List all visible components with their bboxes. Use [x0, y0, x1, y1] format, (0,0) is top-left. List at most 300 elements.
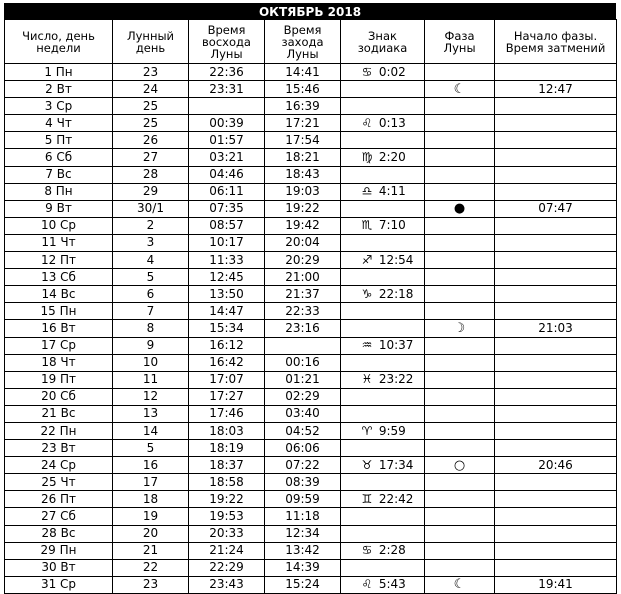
- moonset-cell: 14:39: [265, 559, 341, 576]
- header-line: Луны: [286, 46, 319, 61]
- zodiac-time: 2:28: [378, 543, 406, 558]
- date-cell: 19 Пт: [5, 371, 113, 388]
- moon-phase-icon: [425, 371, 495, 388]
- header-line: недели: [36, 40, 81, 55]
- header-moonset: [265, 20, 341, 64]
- phase-time-cell: [495, 388, 617, 405]
- zodiac-time: 22:18: [378, 286, 414, 301]
- moon-phase-icon: [425, 405, 495, 422]
- phase-time-cell: [495, 491, 617, 508]
- moon-phase-icon: [425, 542, 495, 559]
- phase-time-cell: [495, 132, 617, 149]
- moonset-cell: 12:34: [265, 525, 341, 542]
- moon-phase-icon: [425, 183, 495, 200]
- moonrise-cell: 22:29: [189, 559, 265, 576]
- moonrise-cell: 04:46: [189, 166, 265, 183]
- date-cell: 5 Пт: [5, 132, 113, 149]
- phase-time-cell: [495, 149, 617, 166]
- zodiac-cell: [341, 200, 425, 217]
- moon-phase-icon: ●: [425, 200, 495, 217]
- lunar-day-cell: 30/1: [113, 200, 189, 217]
- header-lunar-day: [113, 20, 189, 64]
- zodiac-cell: [341, 542, 425, 559]
- table-row: [5, 405, 617, 422]
- moon-phase-icon: [425, 132, 495, 149]
- table-row: [5, 559, 617, 576]
- moon-phase-icon: [425, 337, 495, 354]
- date-cell: 17 Ср: [5, 337, 113, 354]
- moonrise-cell: 17:46: [189, 405, 265, 422]
- moonrise-cell: 17:07: [189, 371, 265, 388]
- moon-phase-icon: [425, 422, 495, 439]
- moonset-cell: 13:42: [265, 542, 341, 559]
- zodiac-cell: [341, 303, 425, 320]
- moonset-cell: 11:18: [265, 508, 341, 525]
- header-row: [5, 20, 617, 64]
- table-row: [5, 474, 617, 491]
- moonrise-cell: 14:47: [189, 303, 265, 320]
- moonset-cell: 21:37: [265, 286, 341, 303]
- date-cell: 13 Сб: [5, 269, 113, 286]
- date-cell: 7 Вс: [5, 166, 113, 183]
- moon-phase-icon: [425, 474, 495, 491]
- date-cell: 24 Ср: [5, 457, 113, 474]
- phase-time-cell: [495, 508, 617, 525]
- phase-time-cell: [495, 64, 617, 81]
- table-row: [5, 149, 617, 166]
- table-row: [5, 337, 617, 354]
- phase-time-cell: [495, 337, 617, 354]
- moon-phase-icon: [425, 388, 495, 405]
- header-line: захода: [281, 34, 324, 49]
- zodiac-time: 0:02: [378, 64, 406, 79]
- phase-time-cell: [495, 405, 617, 422]
- lunar-day-cell: 12: [113, 388, 189, 405]
- moon-phase-icon: [425, 234, 495, 251]
- moon-phase-icon: [425, 491, 495, 508]
- table-row: [5, 217, 617, 234]
- zodiac-cell: [341, 474, 425, 491]
- header-zodiac: [341, 20, 425, 64]
- moon-phase-icon: [425, 354, 495, 371]
- zodiac-sign-icon: ♐: [361, 252, 373, 267]
- date-cell: 6 Сб: [5, 149, 113, 166]
- moonrise-cell: 18:37: [189, 457, 265, 474]
- zodiac-time: 23:22: [378, 372, 414, 387]
- table-row: [5, 576, 617, 593]
- moon-phase-icon: ☾: [425, 81, 495, 98]
- zodiac-cell: [341, 286, 425, 303]
- moon-phase-icon: [425, 149, 495, 166]
- table-row: [5, 286, 617, 303]
- moon-phase-icon: [425, 286, 495, 303]
- zodiac-cell: [341, 98, 425, 115]
- phase-time-cell: 20:46: [495, 457, 617, 474]
- moonrise-cell: 18:03: [189, 422, 265, 439]
- zodiac-cell: [341, 525, 425, 542]
- lunar-day-cell: 4: [113, 252, 189, 269]
- date-cell: 18 Чт: [5, 354, 113, 371]
- header-phase-start: [495, 20, 617, 64]
- phase-time-cell: [495, 234, 617, 251]
- moon-phase-icon: [425, 303, 495, 320]
- zodiac-sign-icon: ♌: [361, 115, 373, 130]
- phase-time-cell: [495, 474, 617, 491]
- moonset-cell: 00:16: [265, 354, 341, 371]
- moonset-cell: 03:40: [265, 405, 341, 422]
- phase-time-cell: 07:47: [495, 200, 617, 217]
- moon-phase-icon: [425, 64, 495, 81]
- moonset-cell: 01:21: [265, 371, 341, 388]
- header-line: Число, день: [22, 28, 95, 43]
- moonrise-cell: 19:22: [189, 491, 265, 508]
- moonrise-cell: 06:11: [189, 183, 265, 200]
- lunar-day-cell: 11: [113, 371, 189, 388]
- date-cell: 25 Чт: [5, 474, 113, 491]
- table-row: [5, 269, 617, 286]
- header-line: Луны: [443, 40, 476, 55]
- moonrise-cell: 03:21: [189, 149, 265, 166]
- phase-time-cell: [495, 286, 617, 303]
- moonrise-cell: 17:27: [189, 388, 265, 405]
- lunar-day-cell: 18: [113, 491, 189, 508]
- date-cell: 31 Ср: [5, 576, 113, 593]
- phase-time-cell: [495, 183, 617, 200]
- date-cell: 16 Вт: [5, 320, 113, 337]
- zodiac-sign-icon: ♋: [361, 64, 373, 79]
- lunar-day-cell: 3: [113, 234, 189, 251]
- table-row: [5, 354, 617, 371]
- moonrise-cell: 13:50: [189, 286, 265, 303]
- date-cell: 9 Вт: [5, 200, 113, 217]
- lunar-day-cell: 10: [113, 354, 189, 371]
- zodiac-time: 0:13: [378, 115, 406, 130]
- zodiac-cell: [341, 269, 425, 286]
- zodiac-sign-icon: ♋: [361, 543, 373, 558]
- moonset-cell: 15:24: [265, 576, 341, 593]
- header-line: Начало фазы.: [513, 28, 598, 43]
- date-cell: 28 Вс: [5, 525, 113, 542]
- moonset-cell: 19:03: [265, 183, 341, 200]
- zodiac-cell: [341, 491, 425, 508]
- date-cell: 29 Пн: [5, 542, 113, 559]
- moonrise-cell: 21:24: [189, 542, 265, 559]
- moonrise-cell: 19:53: [189, 508, 265, 525]
- date-cell: 20 Сб: [5, 388, 113, 405]
- header-line: Луны: [210, 46, 243, 61]
- zodiac-cell: [341, 81, 425, 98]
- zodiac-sign-icon: ♒: [361, 338, 373, 353]
- phase-time-cell: [495, 252, 617, 269]
- zodiac-cell: [341, 559, 425, 576]
- date-cell: 21 Вс: [5, 405, 113, 422]
- table-row: [5, 525, 617, 542]
- date-cell: 12 Пт: [5, 252, 113, 269]
- moon-phase-icon: ☾: [425, 576, 495, 593]
- date-cell: 22 Пн: [5, 422, 113, 439]
- moon-calendar: [4, 3, 616, 594]
- date-cell: 30 Вт: [5, 559, 113, 576]
- lunar-day-cell: 27: [113, 149, 189, 166]
- date-cell: 26 Пт: [5, 491, 113, 508]
- zodiac-cell: [341, 457, 425, 474]
- zodiac-cell: [341, 371, 425, 388]
- lunar-day-cell: 22: [113, 559, 189, 576]
- table-row: [5, 303, 617, 320]
- lunar-day-cell: 23: [113, 576, 189, 593]
- zodiac-sign-icon: ♈: [361, 423, 373, 438]
- lunar-day-cell: 21: [113, 542, 189, 559]
- moonrise-cell: 12:45: [189, 269, 265, 286]
- date-cell: 23 Вт: [5, 440, 113, 457]
- lunar-day-cell: 5: [113, 440, 189, 457]
- moon-phase-icon: [425, 508, 495, 525]
- header-line: восхода: [202, 34, 251, 49]
- header-line: зодиака: [357, 40, 408, 55]
- phase-time-cell: [495, 440, 617, 457]
- date-cell: 1 Пн: [5, 64, 113, 81]
- table-row: [5, 388, 617, 405]
- phase-time-cell: 19:41: [495, 576, 617, 593]
- moonset-cell: 17:21: [265, 115, 341, 132]
- zodiac-sign-icon: ♍: [361, 150, 373, 165]
- moonrise-cell: 01:57: [189, 132, 265, 149]
- table-row: [5, 252, 617, 269]
- lunar-day-cell: 2: [113, 217, 189, 234]
- moon-phase-icon: [425, 252, 495, 269]
- moonrise-cell: 20:33: [189, 525, 265, 542]
- phase-time-cell: [495, 371, 617, 388]
- zodiac-time: 17:34: [378, 457, 414, 472]
- zodiac-time: 5:43: [378, 577, 406, 592]
- moonset-cell: 16:39: [265, 98, 341, 115]
- moonrise-cell: 16:42: [189, 354, 265, 371]
- moon-phase-icon: [425, 269, 495, 286]
- moonset-cell: 02:29: [265, 388, 341, 405]
- header-line: Знак: [368, 28, 397, 43]
- date-cell: 15 Пн: [5, 303, 113, 320]
- zodiac-cell: [341, 422, 425, 439]
- moonset-cell: 15:46: [265, 81, 341, 98]
- lunar-day-cell: 24: [113, 81, 189, 98]
- zodiac-cell: [341, 115, 425, 132]
- moonrise-cell: [189, 98, 265, 115]
- phase-time-cell: [495, 166, 617, 183]
- lunar-day-cell: 23: [113, 64, 189, 81]
- moonrise-cell: 23:31: [189, 81, 265, 98]
- phase-time-cell: [495, 525, 617, 542]
- lunar-day-cell: 5: [113, 269, 189, 286]
- phase-time-cell: [495, 303, 617, 320]
- moonset-cell: 08:39: [265, 474, 341, 491]
- moonset-cell: 09:59: [265, 491, 341, 508]
- header-line: Время: [207, 22, 246, 37]
- moonrise-cell: 23:43: [189, 576, 265, 593]
- lunar-day-cell: 13: [113, 405, 189, 422]
- lunar-day-cell: 19: [113, 508, 189, 525]
- lunar-day-cell: 9: [113, 337, 189, 354]
- table-row: [5, 64, 617, 81]
- moon-phase-icon: [425, 115, 495, 132]
- lunar-day-cell: 28: [113, 166, 189, 183]
- phase-time-cell: [495, 422, 617, 439]
- moonrise-cell: 11:33: [189, 252, 265, 269]
- moonset-cell: 23:16: [265, 320, 341, 337]
- moonrise-cell: 00:39: [189, 115, 265, 132]
- date-cell: 27 Сб: [5, 508, 113, 525]
- phase-time-cell: [495, 559, 617, 576]
- table-row: [5, 422, 617, 439]
- date-cell: 4 Чт: [5, 115, 113, 132]
- moonset-cell: 17:54: [265, 132, 341, 149]
- lunar-day-cell: 25: [113, 115, 189, 132]
- moon-table: [4, 19, 617, 594]
- header-line: Время: [283, 22, 322, 37]
- lunar-day-cell: 7: [113, 303, 189, 320]
- table-row: [5, 371, 617, 388]
- zodiac-time: 4:11: [378, 184, 406, 199]
- phase-time-cell: 21:03: [495, 320, 617, 337]
- table-row: [5, 132, 617, 149]
- zodiac-cell: [341, 149, 425, 166]
- moonrise-cell: 18:19: [189, 440, 265, 457]
- moonset-cell: 04:52: [265, 422, 341, 439]
- header-line: Время затмений: [505, 40, 606, 55]
- zodiac-cell: [341, 405, 425, 422]
- date-cell: 11 Чт: [5, 234, 113, 251]
- lunar-day-cell: 8: [113, 320, 189, 337]
- phase-time-cell: [495, 115, 617, 132]
- lunar-day-cell: 17: [113, 474, 189, 491]
- moonset-cell: 22:33: [265, 303, 341, 320]
- zodiac-time: 2:20: [378, 150, 406, 165]
- moonrise-cell: 16:12: [189, 337, 265, 354]
- moon-phase-icon: [425, 559, 495, 576]
- zodiac-cell: [341, 337, 425, 354]
- zodiac-cell: [341, 576, 425, 593]
- moon-phase-icon: [425, 166, 495, 183]
- header-moonrise: [189, 20, 265, 64]
- header-phase: [425, 20, 495, 64]
- zodiac-sign-icon: ♊: [361, 491, 373, 506]
- zodiac-cell: [341, 320, 425, 337]
- zodiac-cell: [341, 508, 425, 525]
- table-body: [5, 64, 617, 594]
- moonset-cell: 18:43: [265, 166, 341, 183]
- moonset-cell: 21:00: [265, 269, 341, 286]
- zodiac-sign-icon: ♉: [361, 457, 373, 472]
- zodiac-sign-icon: ♎: [361, 184, 373, 199]
- zodiac-cell: [341, 252, 425, 269]
- date-cell: 14 Вс: [5, 286, 113, 303]
- header-date: [5, 20, 113, 64]
- zodiac-cell: [341, 64, 425, 81]
- zodiac-cell: [341, 440, 425, 457]
- table-row: [5, 320, 617, 337]
- lunar-day-cell: 20: [113, 525, 189, 542]
- moonrise-cell: 22:36: [189, 64, 265, 81]
- table-row: [5, 200, 617, 217]
- table-row: [5, 166, 617, 183]
- zodiac-cell: [341, 217, 425, 234]
- moon-phase-icon: [425, 98, 495, 115]
- table-row: [5, 234, 617, 251]
- moonset-cell: 18:21: [265, 149, 341, 166]
- zodiac-cell: [341, 132, 425, 149]
- date-cell: 3 Ср: [5, 98, 113, 115]
- phase-time-cell: [495, 542, 617, 559]
- header-line: Лунный: [126, 28, 175, 43]
- table-row: [5, 491, 617, 508]
- phase-time-cell: [495, 217, 617, 234]
- lunar-day-cell: 25: [113, 98, 189, 115]
- moonrise-cell: 08:57: [189, 217, 265, 234]
- zodiac-cell: [341, 183, 425, 200]
- zodiac-sign-icon: ♏: [361, 218, 373, 233]
- zodiac-sign-icon: ♓: [361, 372, 373, 387]
- moon-phase-icon: ○: [425, 457, 495, 474]
- table-row: [5, 508, 617, 525]
- moonrise-cell: 10:17: [189, 234, 265, 251]
- moonrise-cell: 07:35: [189, 200, 265, 217]
- calendar-title: ОКТЯБРЬ 2018: [4, 3, 616, 19]
- table-row: [5, 183, 617, 200]
- date-cell: 2 Вт: [5, 81, 113, 98]
- zodiac-cell: [341, 166, 425, 183]
- moonrise-cell: 18:58: [189, 474, 265, 491]
- moonset-cell: 20:04: [265, 234, 341, 251]
- lunar-day-cell: 29: [113, 183, 189, 200]
- date-cell: 8 Пн: [5, 183, 113, 200]
- table-row: [5, 440, 617, 457]
- moon-phase-icon: [425, 440, 495, 457]
- zodiac-time: 9:59: [378, 423, 406, 438]
- moonset-cell: 14:41: [265, 64, 341, 81]
- table-row: [5, 98, 617, 115]
- zodiac-time: 12:54: [378, 252, 414, 267]
- phase-time-cell: [495, 354, 617, 371]
- zodiac-cell: [341, 234, 425, 251]
- moonset-cell: 19:42: [265, 217, 341, 234]
- moonset-cell: 20:29: [265, 252, 341, 269]
- zodiac-time: 22:42: [378, 491, 414, 506]
- header-line: день: [135, 40, 166, 55]
- table-row: [5, 457, 617, 474]
- moonset-cell: 19:22: [265, 200, 341, 217]
- zodiac-sign-icon: ♌: [361, 577, 373, 592]
- moon-phase-icon: ☽: [425, 320, 495, 337]
- moon-phase-icon: [425, 525, 495, 542]
- zodiac-time: 7:10: [378, 218, 406, 233]
- table-row: [5, 81, 617, 98]
- moon-phase-icon: [425, 217, 495, 234]
- moonset-cell: [265, 337, 341, 354]
- lunar-day-cell: 6: [113, 286, 189, 303]
- zodiac-cell: [341, 388, 425, 405]
- phase-time-cell: [495, 269, 617, 286]
- table-row: [5, 542, 617, 559]
- phase-time-cell: 12:47: [495, 81, 617, 98]
- zodiac-sign-icon: ♑: [361, 286, 373, 301]
- zodiac-time: 10:37: [378, 338, 414, 353]
- phase-time-cell: [495, 98, 617, 115]
- zodiac-cell: [341, 354, 425, 371]
- header-line: Фаза: [444, 28, 475, 43]
- lunar-day-cell: 16: [113, 457, 189, 474]
- table-row: [5, 115, 617, 132]
- moonset-cell: 07:22: [265, 457, 341, 474]
- moonrise-cell: 15:34: [189, 320, 265, 337]
